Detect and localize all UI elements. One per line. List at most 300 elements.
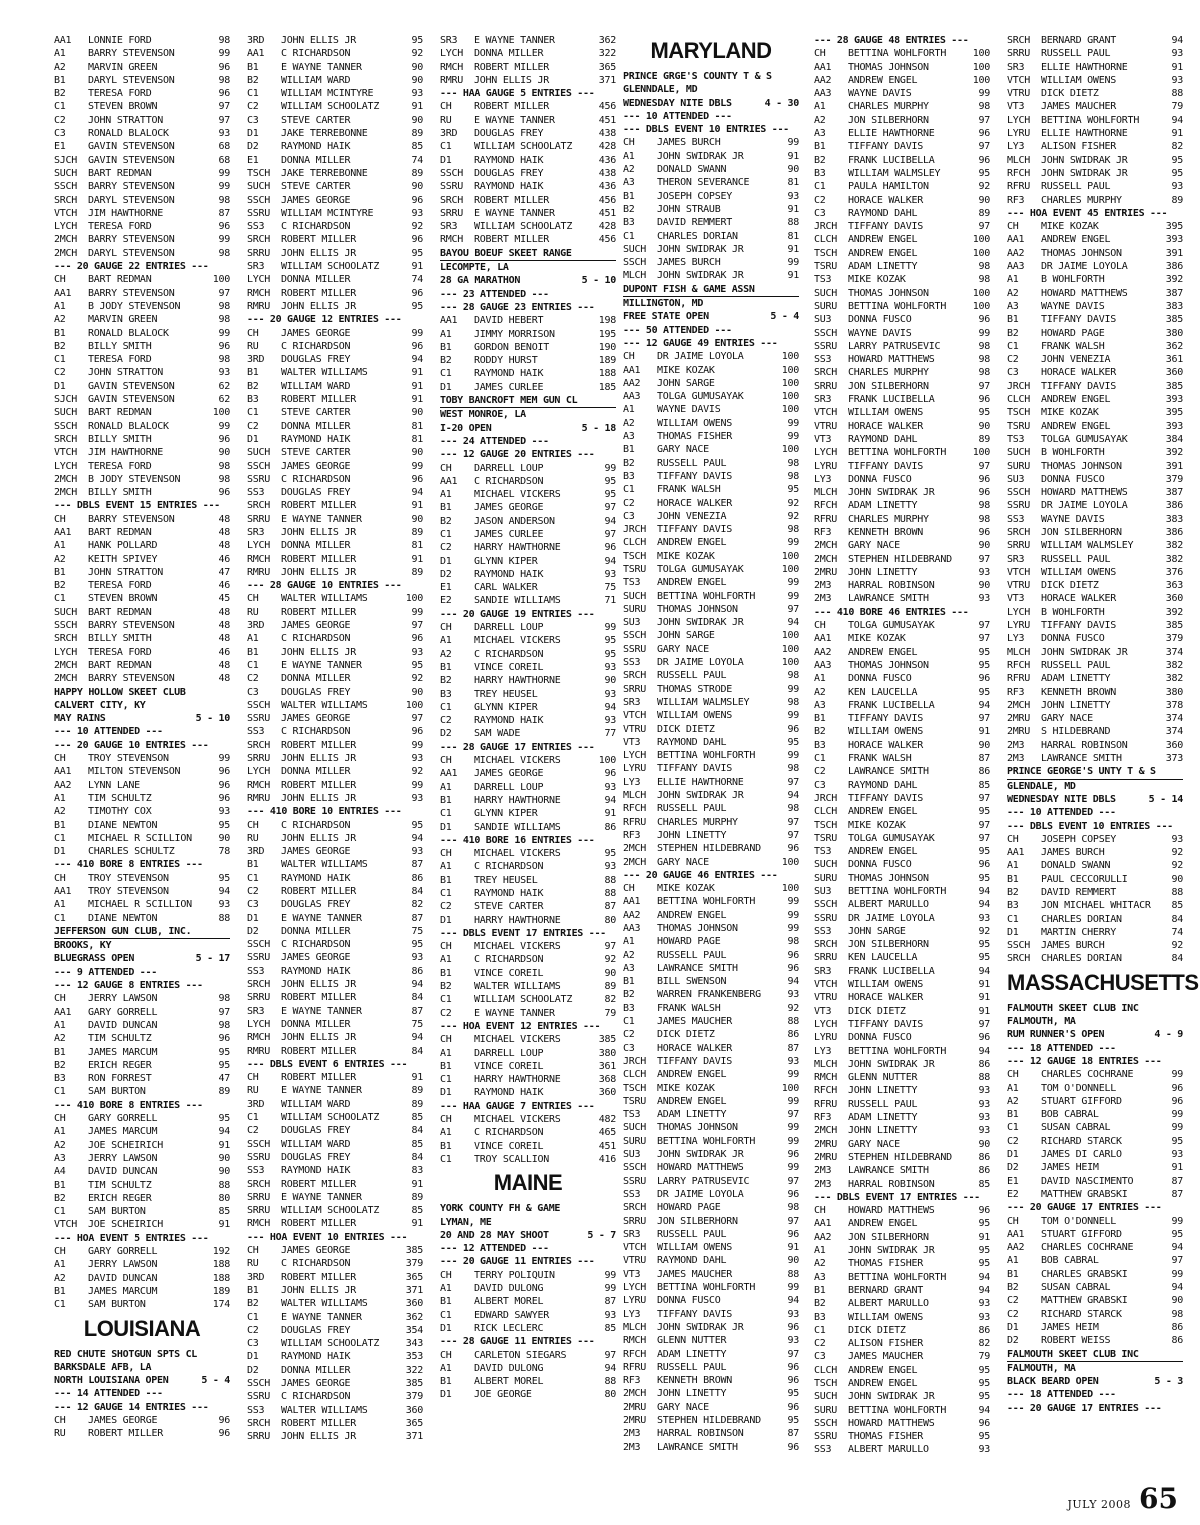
score: 98 <box>978 261 990 273</box>
class-code: SRRU <box>247 1191 271 1203</box>
shooter-name: C RICHARDSON <box>281 1258 351 1270</box>
score: 97 <box>978 141 990 153</box>
score: 90 <box>411 181 423 193</box>
score: 436 <box>598 181 616 193</box>
shooter-name: CARLETON SIEGARS <box>474 1349 567 1361</box>
class-code: A2 <box>1007 1095 1019 1107</box>
result-row <box>247 353 423 366</box>
result-row <box>54 1414 230 1427</box>
results-column <box>54 34 230 1441</box>
class-code: RMCH <box>440 234 464 246</box>
result-row <box>1007 486 1183 499</box>
result-row <box>814 566 990 579</box>
result-row <box>814 1098 990 1111</box>
class-code: AA1 <box>54 526 72 538</box>
results-column <box>440 34 616 1402</box>
shooter-name: DR JAIME LOYOLA <box>1041 500 1128 512</box>
shooter-name: WARREN FRANKENBERG <box>657 989 761 1001</box>
result-row <box>440 555 616 568</box>
class-code: LY3 <box>623 1308 641 1320</box>
score: 46 <box>218 553 230 565</box>
class-code: A2 <box>440 648 452 660</box>
shooter-name: ANDREW ENGEL <box>657 537 727 549</box>
result-row <box>54 672 230 685</box>
score: 482 <box>598 1114 616 1126</box>
score: 92 <box>978 925 990 937</box>
shooter-name: JAMES CURLEE <box>474 528 544 540</box>
class-code: SSRU <box>247 207 271 219</box>
score: 97 <box>218 287 230 299</box>
result-row <box>814 433 990 446</box>
result-row <box>54 1059 230 1072</box>
shooter-name: WILLIAM WARD <box>281 380 351 392</box>
shooter-name: HANK POLLARD <box>88 540 158 552</box>
shooter-name: E WAYNE TANNER <box>281 912 362 924</box>
shooter-name: TIFFANY DAVIS <box>657 763 733 775</box>
class-code: B1 <box>1007 1109 1019 1121</box>
shooter-name: STEVE CARTER <box>281 407 351 419</box>
score: 93 <box>787 1335 799 1347</box>
score: 383 <box>1165 300 1183 312</box>
class-code: SR3 <box>1007 553 1025 565</box>
result-row <box>54 1218 230 1231</box>
shooter-name: TOLGA GUMUSAYAK <box>657 391 744 403</box>
shooter-name: THOMAS JOHNSON <box>848 659 929 671</box>
class-code: SR3 <box>814 965 832 977</box>
class-code: JRCH <box>814 221 838 233</box>
shooter-name: ALBERT MOREL <box>474 1376 544 1388</box>
score: 98 <box>787 470 799 482</box>
shooter-name: WILLIAM SCHOOLATZ <box>474 141 573 153</box>
class-code: SSCH <box>54 420 78 432</box>
shooter-name: TREY HEUSEL <box>474 688 538 700</box>
shooter-name: ANDREW ENGEL <box>657 1069 727 1081</box>
shooter-name: FRANK LUCIBELLA <box>848 699 935 711</box>
class-code: JRCH <box>623 1055 647 1067</box>
score: 93 <box>411 846 423 858</box>
result-row <box>1007 632 1183 645</box>
class-code: B1 <box>1007 1268 1019 1280</box>
result-row <box>247 619 423 632</box>
shooter-name: RUSSELL PAUL <box>657 949 727 961</box>
score: 100 <box>212 407 230 419</box>
score: 343 <box>405 1338 423 1350</box>
score: 79 <box>604 1007 616 1019</box>
result-row <box>54 47 230 60</box>
class-code: A1 <box>440 861 452 873</box>
shooter-name: ALBERT MARULLO <box>848 1298 929 1310</box>
result-row <box>814 686 990 699</box>
shooter-name: HOWARD MATTHEWS <box>848 1417 935 1429</box>
score: 385 <box>598 1034 616 1046</box>
class-code: RFCH <box>814 500 838 512</box>
class-code: RFCH <box>1007 167 1031 179</box>
score: 98 <box>787 524 799 536</box>
class-code: LYCH <box>247 540 271 552</box>
result-row <box>54 1298 230 1311</box>
result-row <box>814 1058 990 1071</box>
result-row <box>247 792 423 805</box>
class-code: SSRU <box>814 912 838 924</box>
result-row <box>440 354 616 367</box>
class-code: CH <box>440 755 452 767</box>
score: 98 <box>218 194 230 206</box>
class-code: SSCH <box>623 1162 647 1174</box>
shooter-name: ADAM LINETTY <box>848 1112 918 1124</box>
score: 386 <box>1165 261 1183 273</box>
class-code: SSRU <box>623 1175 647 1187</box>
result-row <box>1007 886 1183 899</box>
shooter-name: LAWRANCE SMITH <box>1041 753 1122 765</box>
shooter-name: ELLIE HAWTHORNE <box>657 776 744 788</box>
result-row <box>440 807 616 820</box>
class-code: B1 <box>440 874 452 886</box>
score: 95 <box>604 635 616 647</box>
result-row <box>54 1072 230 1085</box>
event-heading: 20 AND 28 MAY SHOOT 5 - 7 <box>440 1229 616 1241</box>
score: 100 <box>781 856 799 868</box>
score: 360 <box>598 1087 616 1099</box>
section-heading: --- DBLS EVENT 6 ENTRIES --- <box>247 1058 408 1070</box>
score: 62 <box>218 394 230 406</box>
score: 95 <box>411 35 423 46</box>
score: 99 <box>218 234 230 246</box>
section-heading: --- DBLS EVENT 17 ENTRIES --- <box>814 1191 980 1203</box>
shooter-name: C RICHARDSON <box>281 1391 351 1403</box>
result-row <box>247 1178 423 1191</box>
score: 91 <box>411 1178 423 1190</box>
class-code: TSRU <box>623 563 647 575</box>
class-code: C1 <box>440 994 452 1006</box>
class-code: B1 <box>1007 314 1019 326</box>
class-code: MLCH <box>623 790 647 802</box>
result-row <box>814 100 990 113</box>
score: 90 <box>411 61 423 73</box>
class-code: C2 <box>247 673 259 685</box>
result-row <box>1007 473 1183 486</box>
result-row <box>1007 1095 1183 1108</box>
score: 322 <box>598 48 616 60</box>
result-row <box>814 1257 990 1270</box>
section-heading: --- 20 GAUGE 11 ENTRIES --- <box>440 1256 595 1268</box>
result-row <box>247 140 423 153</box>
class-code: B2 <box>54 1059 66 1071</box>
score: 392 <box>1165 274 1183 286</box>
result-row <box>1007 1068 1183 1081</box>
score: 91 <box>978 992 990 1004</box>
result-row <box>1007 499 1183 512</box>
class-code: AA1 <box>623 364 641 376</box>
shooter-name: JOE SCHEIRICH <box>88 1139 164 1151</box>
shooter-name: BARRY STEVENSON <box>88 181 175 193</box>
shooter-name: BETTINA WOHLFORTH <box>657 896 756 908</box>
shooter-name: JOHN SWIDRAK JR <box>1041 646 1128 658</box>
class-code: B2 <box>1007 887 1019 898</box>
score: 95 <box>1171 1135 1183 1147</box>
result-row <box>440 847 616 860</box>
score: 90 <box>411 686 423 698</box>
score: 46 <box>218 646 230 658</box>
class-code: C1 <box>247 659 259 671</box>
shooter-name: JAMES BURCH <box>1041 847 1105 859</box>
shooter-name: TIFFANY DAVIS <box>657 1055 733 1067</box>
class-code: C2 <box>440 1007 452 1019</box>
score: 354 <box>405 1324 423 1336</box>
class-code: A1 <box>440 328 452 340</box>
result-row <box>814 539 990 552</box>
class-code: C3 <box>1007 367 1019 379</box>
result-row <box>247 1098 423 1111</box>
score: 80 <box>604 1389 616 1401</box>
result-row <box>54 446 230 459</box>
score: 387 <box>1165 487 1183 499</box>
class-code: SS3 <box>623 1188 641 1200</box>
score: 84 <box>1171 953 1183 965</box>
score: 99 <box>787 577 799 589</box>
shooter-name: TOLGA GUMUSAYAK <box>848 620 935 632</box>
result-row <box>623 1028 799 1041</box>
class-code: CH <box>247 327 259 339</box>
score: 100 <box>972 447 990 459</box>
class-code: SSCH <box>1007 940 1031 952</box>
result-row <box>623 949 799 962</box>
score: 360 <box>1165 367 1183 379</box>
score: 95 <box>978 1377 990 1389</box>
result-row <box>440 1113 616 1126</box>
class-code: VTRU <box>1007 88 1031 100</box>
shooter-name: MIKE KOZAK <box>848 819 906 831</box>
shooter-name: ELLIE HAWTHORNE <box>848 128 935 140</box>
result-row <box>440 1375 616 1388</box>
class-code: C2 <box>247 1125 259 1137</box>
class-code: A2 <box>54 1272 66 1284</box>
shooter-name: DONNA MILLER <box>474 48 544 60</box>
result-row <box>814 393 990 406</box>
score: 89 <box>978 433 990 445</box>
result-row <box>1007 913 1183 926</box>
shooter-name: RAYMOND HAIK <box>474 888 544 899</box>
shooter-name: E WAYNE TANNER <box>281 61 362 73</box>
shooter-name: JOHN ELLIS JR <box>281 1284 357 1296</box>
class-code: SRCH <box>247 1178 271 1190</box>
shooter-name: RICHARD STARCK <box>1041 1308 1122 1320</box>
score: 94 <box>604 1362 616 1374</box>
result-row <box>54 247 230 260</box>
class-code: SR3 <box>1007 61 1025 73</box>
result-row <box>247 87 423 100</box>
score: 91 <box>411 261 423 273</box>
shooter-name: JON MICHAEL WHITACR <box>1041 900 1151 912</box>
score: 99 <box>218 420 230 432</box>
shooter-name: TERESA FORD <box>88 646 152 658</box>
shooter-name: WILLIAM MCINTYRE <box>281 88 374 100</box>
shooter-name: ANDREW ENGEL <box>848 806 918 818</box>
section-heading: BARKSDALE AFB, LA <box>54 1361 152 1373</box>
result-row <box>247 1111 423 1124</box>
results-column <box>623 34 799 1454</box>
class-code: D1 <box>440 154 452 166</box>
score: 95 <box>978 1218 990 1230</box>
score: 100 <box>972 234 990 246</box>
result-row <box>623 909 799 922</box>
score: 374 <box>1165 713 1183 725</box>
class-code: TSCH <box>247 167 271 179</box>
class-code: TSRU <box>1007 420 1031 432</box>
score: 85 <box>411 1138 423 1150</box>
shooter-name: RUSSELL PAUL <box>1041 553 1111 565</box>
score: 96 <box>218 433 230 445</box>
shooter-name: RICK LECLERC <box>474 1322 544 1334</box>
score: 97 <box>978 713 990 725</box>
score: 97 <box>787 816 799 828</box>
score: 100 <box>405 593 423 605</box>
result-row <box>54 1205 230 1218</box>
result-row <box>1007 167 1183 180</box>
shooter-name: ADAM LINETTY <box>848 261 918 273</box>
shooter-name: ROBERT MILLER <box>281 287 357 299</box>
score: 48 <box>218 673 230 685</box>
shooter-name: STEVEN BROWN <box>88 101 158 113</box>
shooter-name: JON SILBERHORN <box>848 939 929 951</box>
score: 94 <box>978 1284 990 1296</box>
shooter-name: JOHN ELLIS JR <box>474 74 550 86</box>
class-code: LYRU <box>623 1295 647 1307</box>
score: 100 <box>405 699 423 711</box>
shooter-name: JAMES GEORGE <box>474 768 544 780</box>
shooter-name: BART REDMAN <box>88 659 152 671</box>
score: 81 <box>411 420 423 432</box>
score: 465 <box>598 1127 616 1139</box>
score: 99 <box>787 909 799 921</box>
result-row <box>247 393 423 406</box>
score: 94 <box>604 555 616 567</box>
score: 99 <box>787 137 799 149</box>
shooter-name: HARRY HAWTHORNE <box>474 1074 561 1086</box>
result-row <box>814 1178 990 1191</box>
shooter-name: MICHAEL VICKERS <box>474 755 561 767</box>
shooter-name: RUSSELL PAUL <box>848 1098 918 1110</box>
class-code: LYCH <box>440 48 464 60</box>
result-row <box>440 621 616 634</box>
result-row <box>54 433 230 446</box>
shooter-name: WALTER WILLIAMS <box>474 981 561 993</box>
result-row <box>247 273 423 286</box>
score: 93 <box>1171 181 1183 193</box>
result-row <box>440 634 616 647</box>
shooter-name: SAM BURTON <box>88 1299 146 1311</box>
shooter-name: KENNETH BROWN <box>657 1375 733 1387</box>
class-code: VTRU <box>623 1255 647 1267</box>
score: 91 <box>411 500 423 512</box>
result-row <box>247 1084 423 1097</box>
score: 91 <box>411 367 423 379</box>
event-heading: NORTH LOUISIANA OPEN 5 - 4 <box>54 1375 230 1387</box>
result-row <box>814 247 990 260</box>
state-heading: MARYLAND <box>650 38 772 63</box>
result-row <box>623 364 799 377</box>
score: 79 <box>978 1351 990 1363</box>
score: 86 <box>787 1029 799 1041</box>
shooter-name: RAYMOND HAIK <box>281 872 351 884</box>
score: 96 <box>978 673 990 685</box>
class-code: C2 <box>1007 1308 1019 1320</box>
result-row <box>814 1138 990 1151</box>
score: 90 <box>787 1255 799 1267</box>
result-row <box>54 1125 230 1138</box>
shooter-name: ROBERT MILLER <box>281 992 357 1004</box>
result-row <box>814 353 990 366</box>
result-row <box>54 1032 230 1045</box>
score: 95 <box>978 846 990 858</box>
class-code: D1 <box>440 555 452 567</box>
score: 68 <box>218 154 230 166</box>
shooter-name: TIFFANY DAVIS <box>657 1308 733 1320</box>
result-row <box>54 845 230 858</box>
class-code: TSCH <box>814 247 838 259</box>
score: 88 <box>604 888 616 899</box>
class-code: AA1 <box>1007 234 1025 246</box>
result-row <box>247 1364 423 1377</box>
score: 99 <box>978 327 990 339</box>
score: 85 <box>411 141 423 153</box>
score: 392 <box>1165 447 1183 459</box>
shooter-name: RUSSELL PAUL <box>657 1361 727 1373</box>
class-code: VTRU <box>1007 580 1031 592</box>
score: 97 <box>787 603 799 615</box>
class-code: AA1 <box>440 475 458 487</box>
score: 361 <box>1165 354 1183 366</box>
score: 383 <box>1165 513 1183 525</box>
shooter-name: GARY NACE <box>657 444 709 456</box>
class-code: LYRU <box>1007 128 1031 140</box>
result-row <box>623 1228 799 1241</box>
class-code: AA1 <box>1007 1228 1025 1240</box>
score: 96 <box>218 1428 230 1440</box>
result-row <box>1007 846 1183 859</box>
score: 91 <box>411 380 423 392</box>
score: 68 <box>218 141 230 153</box>
class-code: A2 <box>814 1258 826 1270</box>
class-code: C2 <box>54 114 66 126</box>
shooter-name: WALTER WILLIAMS <box>281 1298 368 1310</box>
score: 95 <box>604 848 616 860</box>
score: 92 <box>411 48 423 60</box>
result-row <box>440 1086 616 1099</box>
result-row <box>814 513 990 526</box>
shooter-name: ANDREW ENGEL <box>848 1377 918 1389</box>
shooter-name: TROY SCALLION <box>474 1153 550 1165</box>
score: 85 <box>604 1322 616 1334</box>
score: 98 <box>978 340 990 352</box>
score: 47 <box>218 566 230 578</box>
result-row <box>247 951 423 964</box>
result-row <box>814 340 990 353</box>
class-code: SURU <box>623 1135 647 1147</box>
score: 96 <box>218 1414 230 1426</box>
score: 96 <box>787 1321 799 1333</box>
class-code: TSCH <box>623 550 647 562</box>
shooter-name: C RICHARDSON <box>281 473 351 485</box>
shooter-name: GARY NACE <box>657 856 709 868</box>
shooter-name: B JODY STEVENSON <box>88 300 181 312</box>
shooter-name: RUSSELL PAUL <box>1041 659 1111 671</box>
class-code: SR3 <box>623 1228 641 1240</box>
class-code: B1 <box>440 794 452 806</box>
shooter-name: JAMES GEORGE <box>281 1377 351 1389</box>
result-row <box>1007 87 1183 100</box>
score: 100 <box>781 391 799 403</box>
class-code: SRCH <box>54 194 78 206</box>
